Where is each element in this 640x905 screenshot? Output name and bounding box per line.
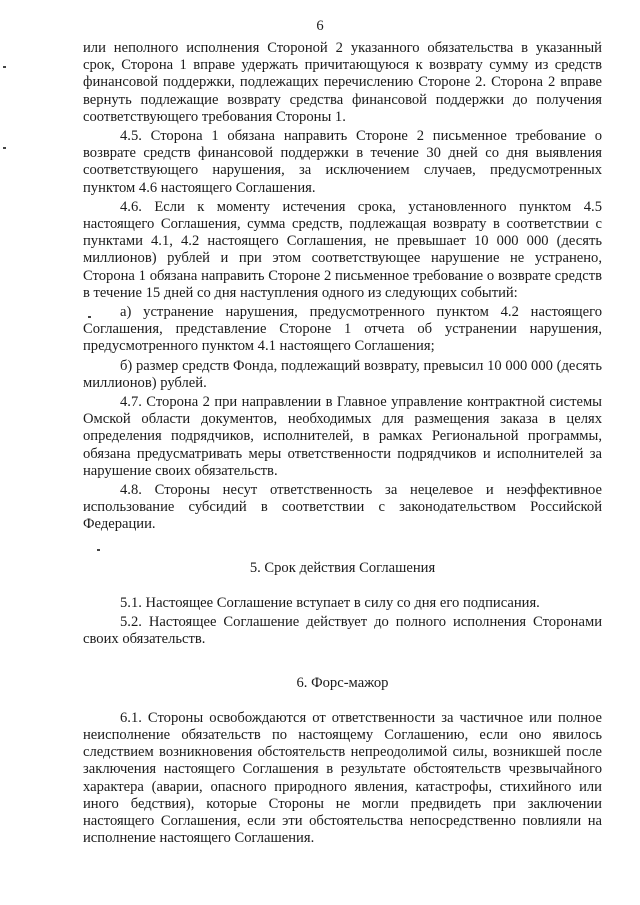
page-number: 6 [316,18,324,34]
scan-mark [3,147,6,149]
paragraph-5-1: 5.1. Настоящее Соглашение вступает в силу со дня его подписания. [120,594,540,611]
paragraph-4-5: 4.5. Сторона 1 обязана направить Стороне 2 письменное требование о возврате средств финансовой поддержки в течение 30 дней со дня выявления соответствующего нарушения, за исключением случаев, предусмотренных пунктом 4.6 настоящего Соглашения. [83,128,602,196]
paragraph-5-2: 5.2. Настоящее Соглашение действует до полного исполнения Сторонами своих обязательств. [83,614,602,648]
paragraph-4-6-b: б) размер средств Фонда, подлежащий возврату, превысил 10 000 000 (десять миллионов) рублей. [83,357,602,391]
paragraph-4-8: 4.8. Стороны несут ответственность за нецелевое и неэффективное использование субсидий в соответствии с законодательством Российской Федерации. [83,482,602,533]
scan-mark [3,66,6,68]
paragraph-4-6-a: а) устранение нарушения, предусмотренного пунктом 4.2 настоящего Соглашения, представление Стороне 1 отчета об устранении нарушения, предусмотренного пунктом 4.1 настоящего Соглашения; [83,304,602,355]
paragraph-continuation: или неполного исполнения Стороной 2 указанного обязательства в указанный срок, Сторона 1 вправе удержать причитающуюся к возврату сумму из средств финансовой поддержки, подлежащих перечислению Стороне 2. Сторона 2 вправе вернуть подлежащие возврату средства финансовой поддержки до получения соответствующего требования Стороны 1. [83,40,602,125]
section-5-heading: 5. Срок действия Соглашения [249,559,436,576]
paragraph-4-7: 4.7. Сторона 2 при направлении в Главное управление контрактной системы Омской области документов, необходимых для размещения заказа в целях определения подрядчиков, исполнителей, в рамках Региональной программы, обязана предусматривать меры ответственности подрядчиков и исполнителей за нарушение своих обязательств. [83,394,602,479]
paragraph-6-1: 6.1. Стороны освобождаются от ответственности за частичное или полное неисполнение обязательств по настоящему Соглашению, если оно явилось следствием возникновения обстоятельств непреодолимой силы, возникшей после заключения настоящего Соглашения в результате обстоятельств чрезвычайного характера (аварии, опасного природного явления, катастрофы, стихийного или иного бедствия), которые Стороны не могли предвидеть при заключении настоящего Соглашения, если эти обстоятельства непосредственно повлияли на исполнение настоящего Соглашения. [83,709,602,847]
paragraph-4-6: 4.6. Если к моменту истечения срока, установленного пунктом 4.5 настоящего Соглашения, сумма средств, подлежащая возврату в соответствии с пунктами 4.1, 4.2 настоящего Соглашения, не превышает 10 000 000 (десять миллионов) рублей и при этом соответствующее нарушение не устранено, Сторона 1 обязана направить Стороне 2 письменное требование о возврате средств в течение 15 дней со дня наступления одного из следующих событий: [83,198,602,301]
section-6-heading: 6. Форс-мажор [296,674,389,691]
document-body [83,40,602,847]
